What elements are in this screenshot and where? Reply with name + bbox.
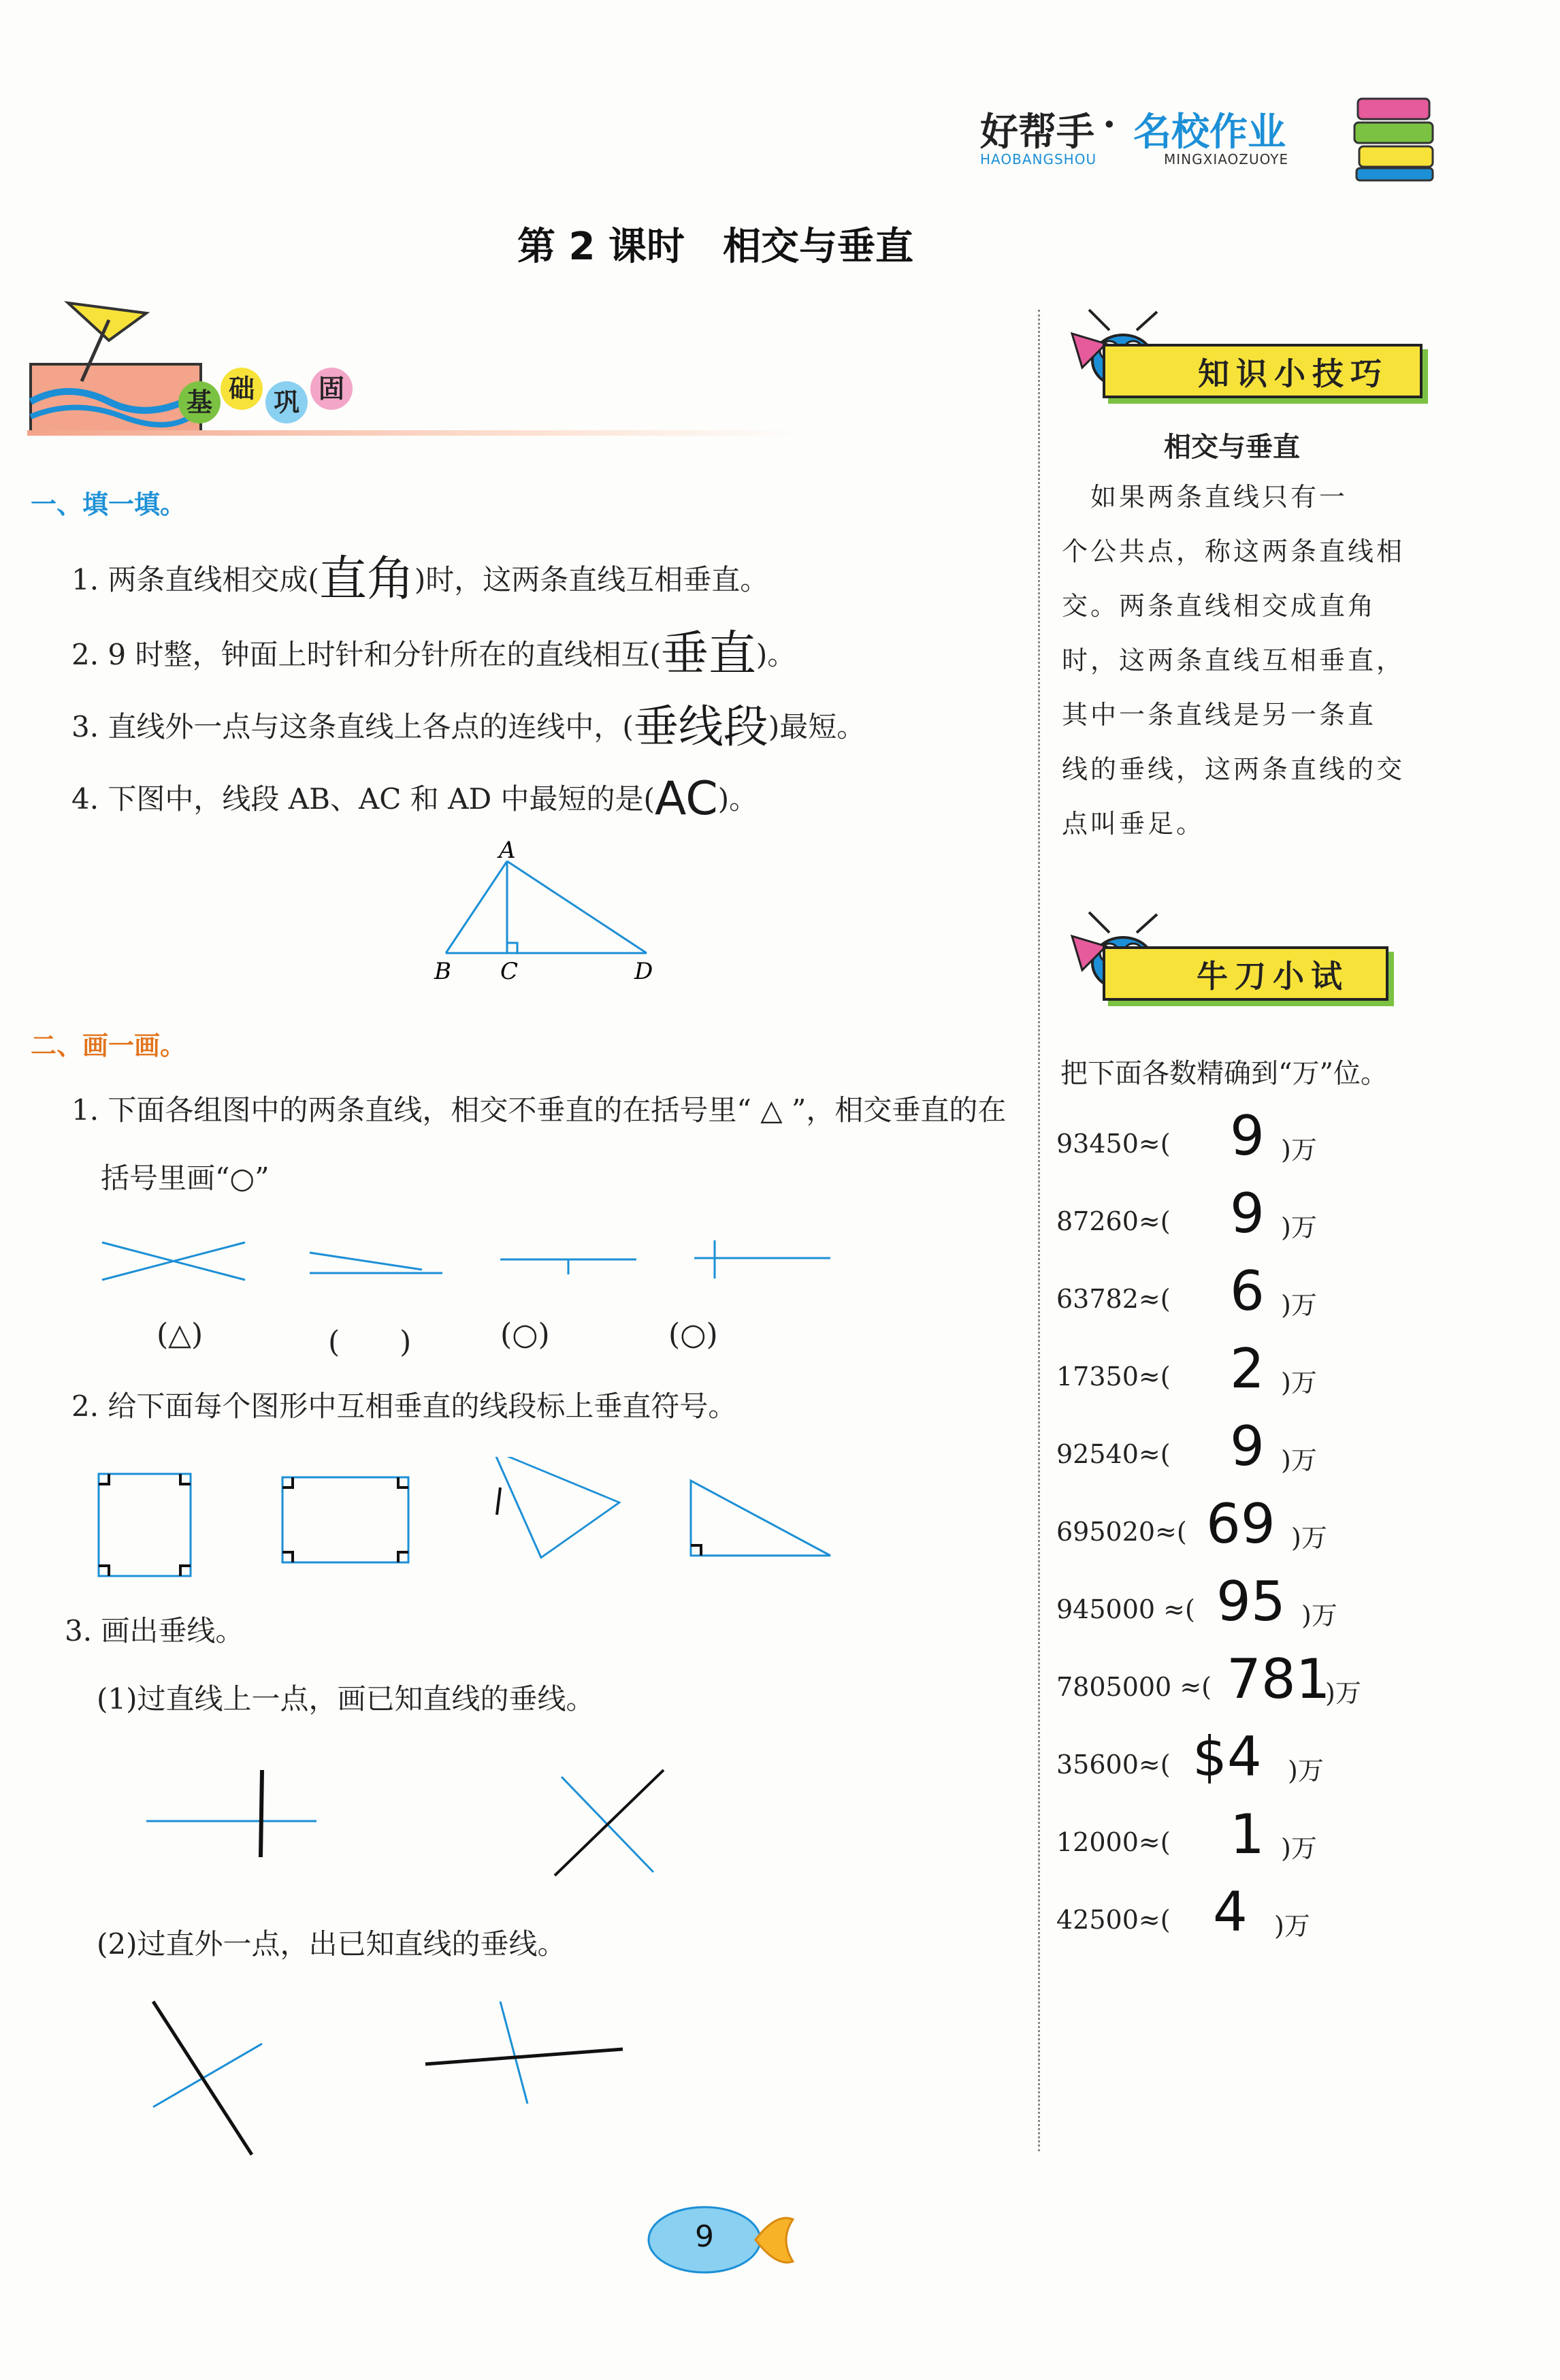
trial-row [1056,1647,1437,1731]
trial-unit: )万 [1281,1833,1317,1863]
trial-number: 17350≈( [1056,1362,1171,1392]
trial-row [1056,1182,1437,1265]
trial-unit: )万 [1291,1523,1327,1553]
series-name: 名校作业 [1133,110,1286,155]
q4-text: 4. 下图中，线段 AB、AC 和 AD 中最短的是( [71,782,655,816]
trial-row [1056,1104,1437,1187]
perp-through-point-figure [136,1756,681,1893]
trial-number: 42500≈( [1056,1905,1171,1935]
q1-answer[interactable]: 直角 [319,551,415,607]
trial-row [1056,1570,1437,1653]
trial-badge: 牛刀小试 [1103,946,1388,1001]
q2-1-line2: 括号里画“○” [101,1161,270,1195]
q2-3-1: (1)过直线上一点，画已知直线的垂线。 [97,1682,595,1716]
q3-text-after: )最短。 [768,710,866,743]
label-d: D [634,958,653,985]
trial-row [1056,1337,1437,1420]
trial-number: 93450≈( [1056,1129,1171,1159]
q2-3: 3. 画出垂线。 [65,1614,244,1647]
trial-row [1056,1880,1437,1963]
pair-answer-1[interactable]: (△) [157,1317,204,1352]
label-a: A [499,841,516,864]
badge-underline [27,430,796,436]
line-pairs-figure [95,1232,844,1300]
badge-char-3: 巩 [265,381,308,423]
trial-unit: )万 [1325,1678,1361,1708]
brand-name: 好帮手 [980,110,1094,155]
q4-text-after: )。 [717,782,758,816]
tips-line-1: 如果两条直线只有一 [1062,482,1348,512]
pair-answer-2[interactable]: ( ) [328,1325,412,1360]
trial-unit: )万 [1301,1601,1337,1630]
trial-unit: )万 [1281,1445,1317,1475]
trial-row [1056,1725,1437,1808]
pair-answer-3[interactable]: (○) [500,1317,550,1352]
trial-row [1056,1492,1437,1575]
q2-2: 2. 给下面每个图形中互相垂直的线段标上垂直符号。 [71,1389,737,1423]
tips-title: 相交与垂直 [1164,432,1300,463]
trial-row [1056,1415,1437,1498]
badge-char-2: 础 [221,368,263,410]
trial-answer[interactable]: 9 [1230,1182,1265,1245]
trial-number: 945000 ≈( [1056,1594,1195,1624]
tips-badge: 知识小技巧 [1103,344,1423,398]
pair-answer-4[interactable]: (○) [668,1317,718,1352]
q3-text: 3. 直线外一点与这条直线上各点的连线中，( [71,710,634,743]
trial-number: 7805000 ≈( [1056,1672,1212,1702]
trial-unit: )万 [1281,1135,1317,1165]
trial-answer[interactable]: 9 [1230,1104,1265,1168]
q2-1-line1: 1. 下面各组图中的两条直线，相交不垂直的在括号里“ △ ”，相交垂直的在 [71,1093,1007,1127]
trial-answer[interactable]: $4 [1192,1725,1262,1788]
trial-number: 35600≈( [1056,1750,1171,1780]
tips-line-6: 线的垂线，这两条直线的交 [1062,754,1405,784]
trial-unit: )万 [1281,1368,1317,1398]
books-icon [1351,92,1440,184]
trial-answer[interactable]: 2 [1230,1337,1265,1400]
trial-number: 87260≈( [1056,1206,1171,1236]
section1-heading: 一、填一填。 [31,489,186,519]
brand-pinyin: HAOBANGSHOU [980,151,1097,167]
trial-answer[interactable]: 6 [1230,1259,1265,1323]
trial-unit: )万 [1288,1756,1324,1786]
question-2 [71,626,796,681]
beach-umbrella-icon [27,300,204,436]
perp-from-point-figure [136,1988,681,2165]
trial-answer[interactable]: 69 [1206,1492,1275,1556]
badge-basic [178,368,362,429]
column-divider [1038,310,1040,2151]
trial-answer[interactable]: 781 [1226,1647,1331,1711]
tips-line-4: 时，这两条直线互相垂直， [1062,645,1405,675]
label-c: C [500,958,519,985]
question-1 [71,551,769,607]
trial-answer[interactable]: 9 [1230,1415,1265,1478]
trial-answer[interactable]: 95 [1216,1570,1286,1633]
fish-icon [647,2199,803,2281]
question-3 [71,701,866,753]
q4-answer[interactable]: AC [654,772,718,826]
trial-number: 63782≈( [1056,1284,1171,1314]
q2-text-after: )。 [755,638,796,671]
q1-text-after: )时，这两条直线互相垂直。 [414,563,769,596]
trial-number: 92540≈( [1056,1439,1171,1469]
trial-row [1056,1803,1437,1886]
page-number: 9 [695,2219,714,2254]
tips-line-5: 其中一条直线是另一条直 [1062,700,1377,730]
trial-unit: )万 [1281,1212,1317,1242]
q2-3-2: (2)过直外一点，出已知直线的垂线。 [97,1927,566,1961]
trial-row [1056,1259,1437,1342]
trial-number: 695020≈( [1056,1517,1187,1547]
question-4 [71,772,758,826]
trial-unit: )万 [1274,1911,1310,1941]
q2-text: 2. 9 时整，钟面上时针和分针所在的直线相互( [71,638,661,671]
tips-line-2: 个公共点，称这两条直线相 [1062,536,1405,566]
section2-heading: 二、画一画。 [31,1031,186,1061]
trial-answer[interactable]: 1 [1230,1803,1265,1866]
trial-prompt: 把下面各数精确到“万”位。 [1060,1058,1388,1089]
trial-unit: )万 [1281,1290,1317,1320]
q2-answer[interactable]: 垂直 [660,626,756,681]
brand-dot: · [1103,102,1116,147]
header-brand [980,102,1388,177]
q1-text: 1. 两条直线相交成( [71,563,319,596]
series-pinyin: MINGXIAOZUOYE [1164,151,1289,167]
badge-char-1: 基 [178,381,221,423]
trial-answer[interactable]: 4 [1213,1880,1248,1944]
q3-answer[interactable]: 垂线段 [633,701,768,753]
page-title: 第 2 课时 相交与垂直 [517,225,913,269]
label-b: B [434,958,451,985]
trial-number: 12000≈( [1056,1827,1171,1857]
triangle-figure [422,841,681,991]
tips-body [1062,470,1429,851]
tips-line-7: 点叫垂足。 [1062,809,1205,839]
tips-line-3: 交。两条直线相交成直角 [1062,591,1377,621]
shapes-figure [88,1457,858,1579]
badge-char-4: 固 [310,368,353,410]
